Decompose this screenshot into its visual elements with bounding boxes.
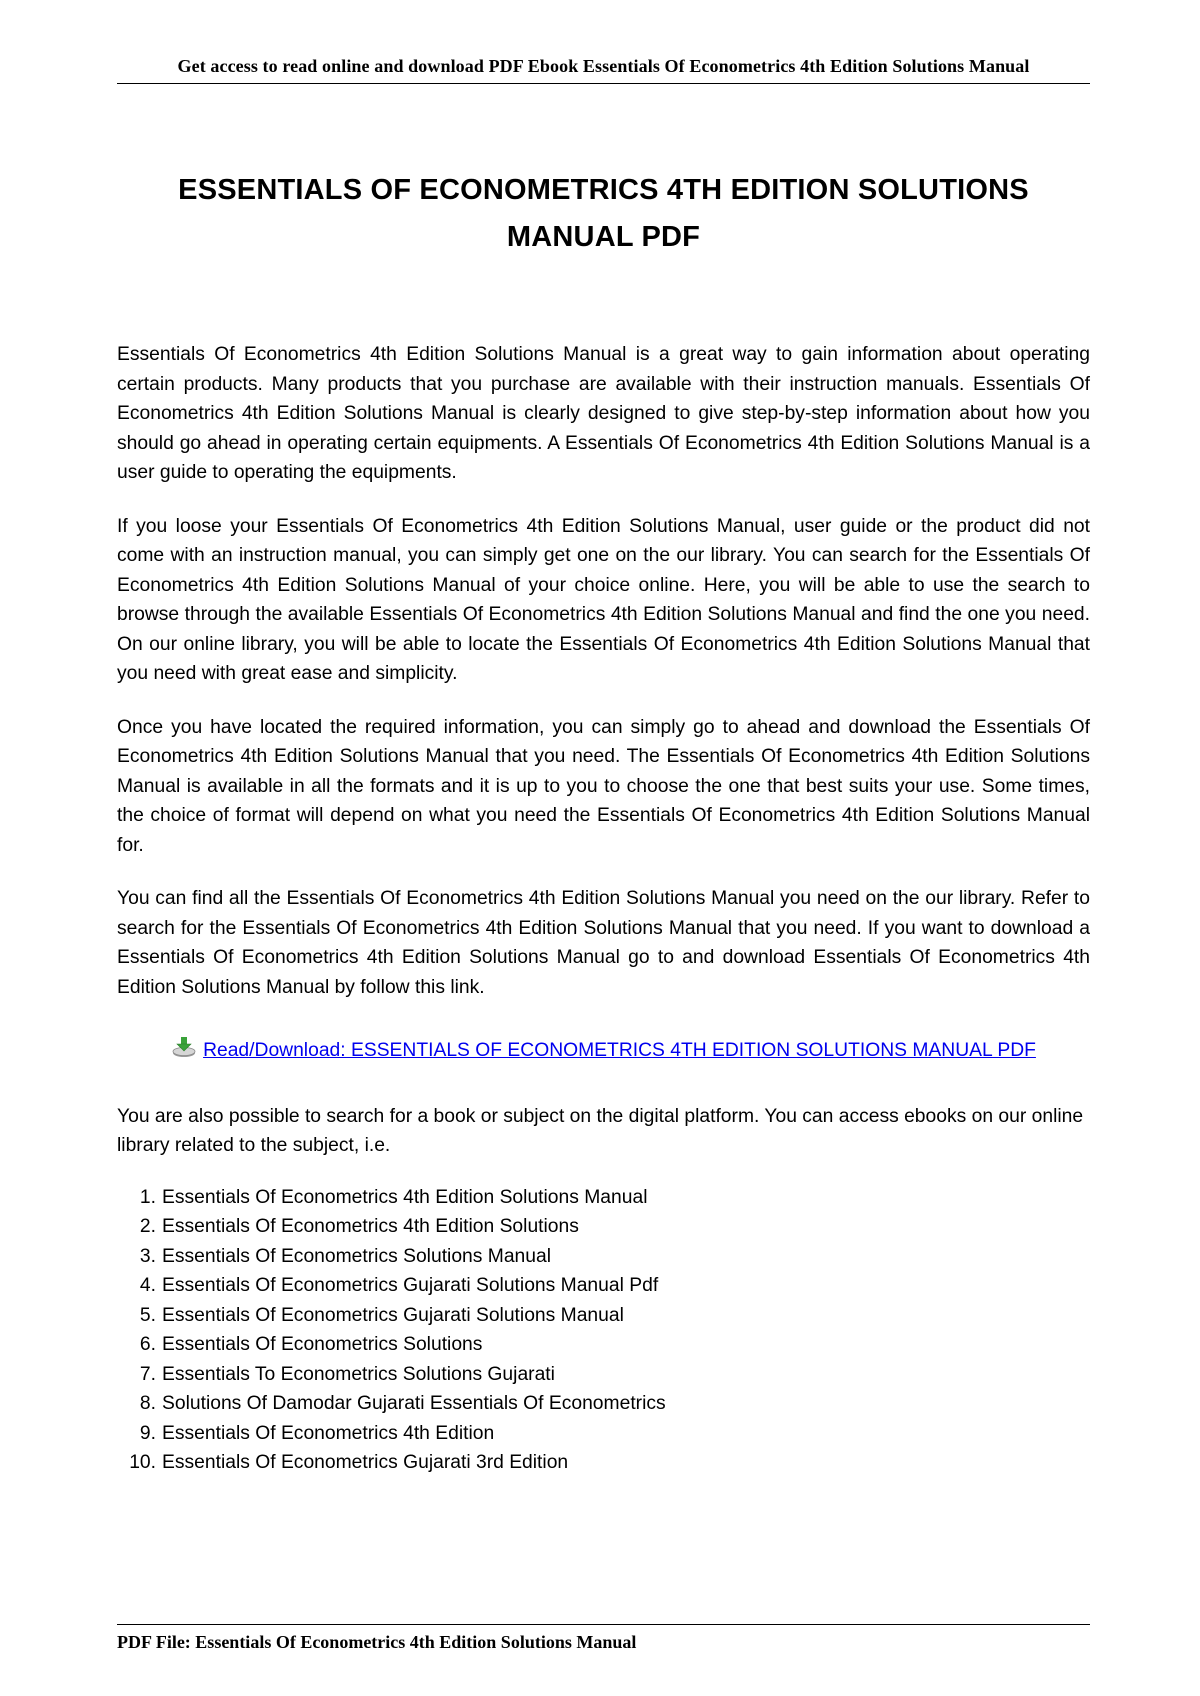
list-item (117, 1212, 1090, 1242)
list-item-text: Essentials Of Econometrics Gujarati Solutions Manual Pdf (162, 1275, 659, 1296)
page-footer (117, 1624, 1090, 1653)
list-item-number: 1. (139, 1186, 156, 1208)
list-item (117, 1301, 1090, 1331)
related-intro: You are also possible to search for a book or subject on the digital platform. You can access ebooks on our online library related to the subject, i.e. (117, 1105, 1084, 1156)
list-item (117, 1271, 1090, 1301)
list-item-number: 10. (129, 1452, 156, 1473)
list-item-text: Essentials Of Econometrics 4th Edition Solutions (162, 1216, 579, 1237)
related-ebook-list (117, 1183, 1090, 1478)
list-item-number: 2. (139, 1216, 156, 1237)
list-item-text: Essentials Of Econometrics Solutions (162, 1334, 483, 1355)
list-item (117, 1448, 1090, 1478)
list-item (117, 1183, 1090, 1213)
list-item-text: Essentials Of Econometrics Gujarati Solutions Manual (162, 1304, 624, 1326)
list-item-number: 5. (139, 1304, 156, 1326)
title-line-1: ESSENTIALS OF ECONOMETRICS 4TH EDITION SOLUTIONS (178, 174, 1029, 206)
list-item (117, 1242, 1090, 1272)
list-item-text: Essentials Of Econometrics 4th Edition (162, 1422, 495, 1444)
download-icon (171, 1036, 197, 1058)
list-item (117, 1419, 1090, 1449)
footer-text: PDF File: Essentials Of Econometrics 4th Edition Solutions Manual (117, 1632, 637, 1652)
list-item-text: Essentials Of Econometrics Gujarati 3rd Edition (162, 1452, 569, 1473)
list-item (117, 1389, 1090, 1419)
paragraph-intro: Essentials Of Econometrics 4th Edition Solutions Manual is a great way to gain information about operating certain products. Many products that you purchase are available with their instruction manuals. Essentials Of Econometrics 4th Edition Solutions Manual is clearly designed to give step-by-step information about how you should go ahead in operating certain equipments. A Essentials Of Econometrics 4th Edition Solutions Manual is a user guide to operating the equipments. (117, 344, 1090, 483)
document-body (117, 340, 1090, 1478)
document-title (117, 167, 1090, 261)
list-item-number: 9. (139, 1422, 156, 1444)
download-section (117, 1036, 1090, 1066)
list-item (117, 1330, 1090, 1360)
header-text: Get access to read online and download PDF Ebook Essentials Of Econometrics 4th Edition Solutions Manual (177, 56, 1030, 76)
list-item-text: Essentials To Econometrics Solutions Gujarati (162, 1363, 555, 1385)
list-item-text: Essentials Of Econometrics 4th Edition Solutions Manual (162, 1186, 648, 1208)
list-item (117, 1360, 1090, 1390)
list-item-number: 4. (139, 1275, 156, 1296)
list-item-number: 3. (139, 1245, 156, 1267)
list-item-text: Solutions Of Damodar Gujarati Essentials Of Econometrics (162, 1393, 666, 1414)
paragraph-find-link: You can find all the Essentials Of Econometrics 4th Edition Solutions Manual you need on the our library. Refer to search for the Essentials Of Econometrics 4th Edition Solutions Manual that you need. If you want to download a Essentials Of Econometrics 4th Edition Solutions Manual go to and download Essentials Of Econometrics 4th Edition Solutions Manual by follow this link. (117, 888, 1090, 998)
list-item-number: 8. (139, 1393, 156, 1414)
list-item-text: Essentials Of Econometrics Solutions Manual (162, 1245, 552, 1267)
paragraph-formats: Once you have located the required information, you can simply go to ahead and download the Essentials Of Econometrics 4th Edition Solutions Manual that you need. The Essentials Of Econometrics 4th Edition Solutions Manual is available in all the formats and it is up to you to choose the one that best suits your use. Some times, the choice of format will depend on what you need the Essentials Of Econometrics 4th Edition Solutions Manual for. (117, 716, 1090, 856)
title-line-2: MANUAL PDF (506, 221, 701, 253)
paragraph-lost-manual: If you loose your Essentials Of Econometrics 4th Edition Solutions Manual, user guide or the product did not come with an instruction manual, you can simply get one on the our library. You can search for the Essentials Of Econometrics 4th Edition Solutions Manual of your choice online. Here, you will be able to use the search to browse through the available Essentials Of Econometrics 4th Edition Solutions Manual and find the one you need. On our online library, you will be able to locate the Essentials Of Econometrics 4th Edition Solutions Manual that you need with great ease and simplicity. (117, 515, 1090, 684)
list-item-number: 7. (139, 1363, 156, 1385)
list-item-number: 6. (139, 1334, 156, 1355)
download-link[interactable]: Read/Download: ESSENTIALS OF ECONOMETRICS 4TH EDITION SOLUTIONS MANUAL PDF (203, 1040, 1036, 1061)
page-header (117, 55, 1090, 84)
